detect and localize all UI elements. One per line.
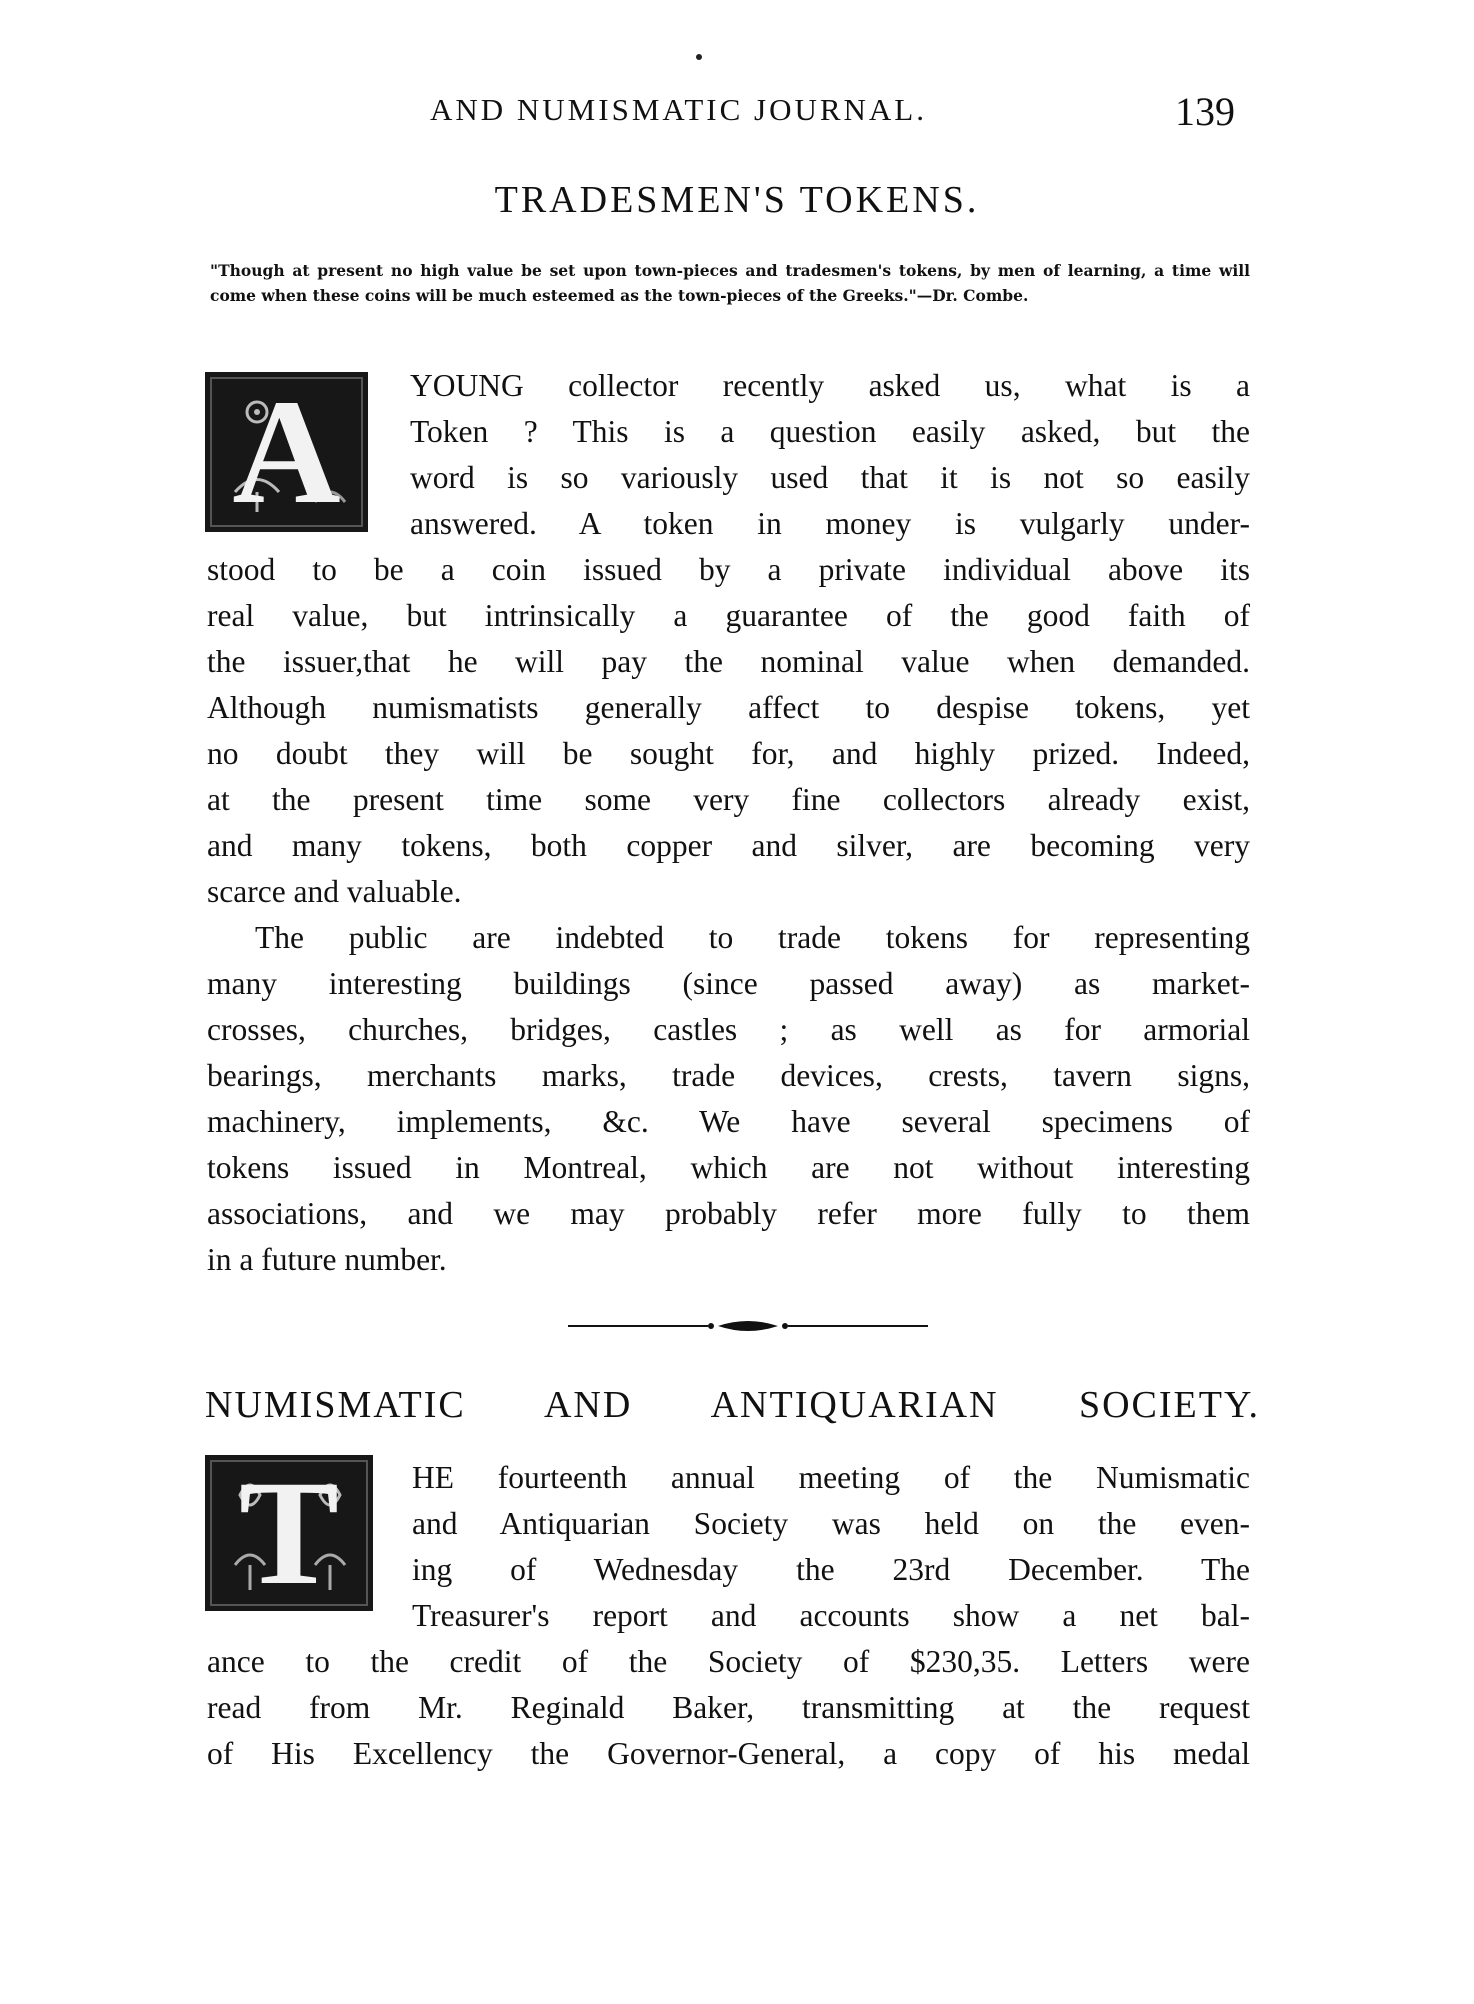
page-speck <box>696 54 702 60</box>
text-line: of His Excellency the Governor-General, a copy of his medal <box>207 1736 1250 1771</box>
text-line: at the present time some very fine collectors already exist, <box>207 782 1250 817</box>
text-line: Although numismatists generally affect to despise tokens, yet <box>207 690 1250 725</box>
article-title-tradesmens-tokens: TRADESMEN'S TOKENS. <box>494 179 980 221</box>
text-line: scarce and valuable. <box>207 874 462 909</box>
text-line: machinery, implements, &c. We have several specimens of <box>207 1104 1250 1139</box>
ornamental-divider <box>568 1316 928 1336</box>
text-line: many interesting buildings (since passed away) as market- <box>207 966 1250 1001</box>
article-title-numismatic-society: NUMISMATIC AND ANTIQUARIAN SOCIETY. <box>205 1384 1260 1426</box>
drop-cap-letter: A <box>232 369 341 535</box>
text-line: word is so variously used that it is not so easily <box>410 460 1250 495</box>
text-line: ance to the credit of the Society of $230,35. Letters were <box>207 1644 1250 1679</box>
text-line: stood to be a coin issued by a private individual above its <box>207 552 1250 587</box>
drop-cap-a <box>205 369 368 535</box>
text-line: and Antiquarian Society was held on the even- <box>412 1506 1250 1541</box>
text-line: in a future number. <box>207 1242 447 1277</box>
text-line: tokens issued in Montreal, which are not without interesting <box>207 1150 1250 1185</box>
drop-cap-t <box>205 1450 373 1616</box>
epigraph-quote: "Though at present no high value be set upon town-pieces and tradesmen's tokens, by men of learning, a time will come when these coins will be much esteemed as the town-pieces of the Greeks."—Dr. Combe. <box>210 261 1250 305</box>
text-line: YOUNG collector recently asked us, what is a <box>410 368 1250 403</box>
text-line: no doubt they will be sought for, and highly prized. Indeed, <box>207 736 1250 771</box>
text-line: bearings, merchants marks, trade devices, crests, tavern signs, <box>207 1058 1250 1093</box>
drop-cap-letter: T <box>238 1450 340 1616</box>
page-number: 139 <box>1175 89 1235 134</box>
text-line: real value, but intrinsically a guarantee of the good faith of <box>207 598 1250 633</box>
text-line: associations, and we may probably refer more fully to them <box>207 1196 1250 1231</box>
running-header: AND NUMISMATIC JOURNAL. <box>430 92 927 127</box>
text-line: crosses, churches, bridges, castles ; as well as for armorial <box>207 1012 1250 1047</box>
text-line: Treasurer's report and accounts show a net bal- <box>412 1598 1250 1633</box>
text-line: answered. A token in money is vulgarly under- <box>410 506 1250 541</box>
text-line: read from Mr. Reginald Baker, transmitting at the request <box>207 1690 1250 1725</box>
text-line: the issuer,that he will pay the nominal value when demanded. <box>207 644 1250 679</box>
text-line: and many tokens, both copper and silver, are becoming very <box>207 828 1250 863</box>
text-line: Token ? This is a question easily asked, but the <box>410 414 1250 449</box>
text-line: HE fourteenth annual meeting of the Numismatic <box>412 1460 1250 1495</box>
text-line: The public are indebted to trade tokens for representing <box>255 920 1250 955</box>
text-line: ing of Wednesday the 23rd December. The <box>412 1552 1250 1587</box>
